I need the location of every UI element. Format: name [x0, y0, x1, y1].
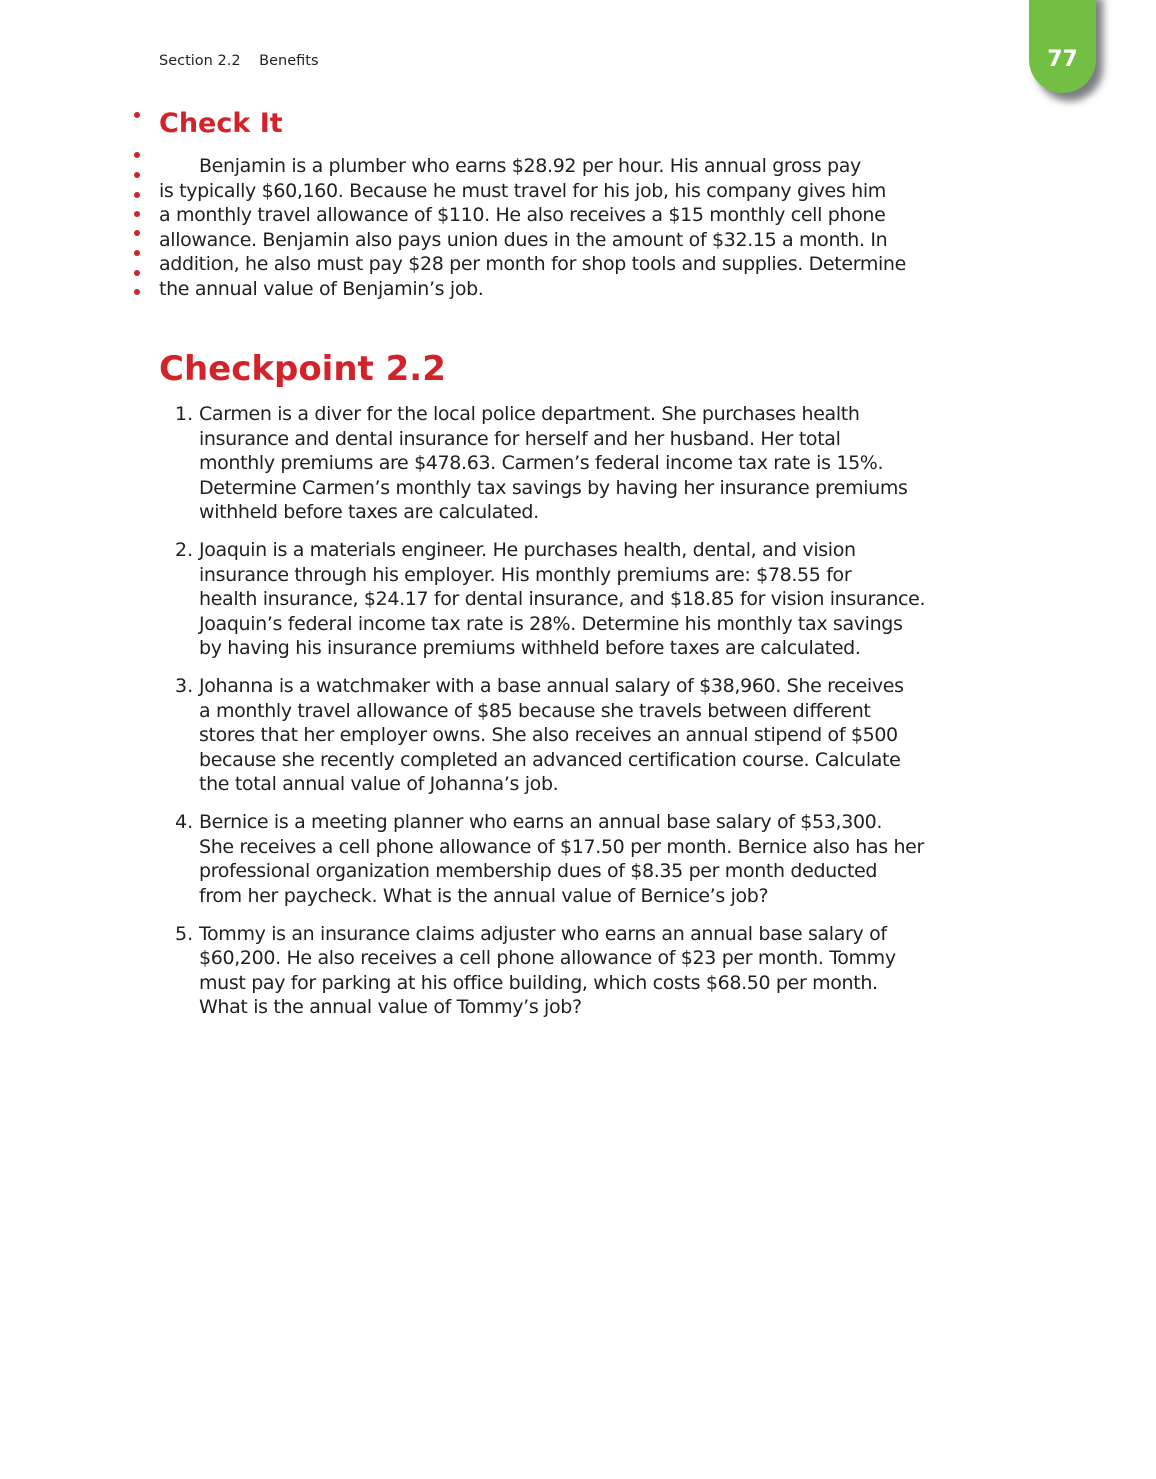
running-header [159, 53, 333, 69]
bullet-dot [134, 289, 140, 295]
problem-number: 4. [175, 811, 194, 833]
problem-number: 2. [175, 539, 194, 561]
problem-text-line: a monthly travel allowance of $85 because she travels between different [199, 699, 871, 722]
problem-number: 3. [175, 675, 194, 697]
problem-text-line: Johanna is a watchmaker with a base annual salary of $38,960. She receives [199, 675, 904, 697]
section-label: Section 2.2 [159, 53, 241, 69]
problem-text-line: Bernice is a meeting planner who earns an annual base salary of $53,300. [199, 811, 883, 833]
problem-text-line: Tommy is an insurance claims adjuster who earns an annual base salary of [199, 922, 887, 945]
problem-list [159, 402, 925, 1033]
problem-text-line: She receives a cell phone allowance of $17.50 per month. Bernice also has her [199, 835, 924, 858]
bullet-dot [134, 152, 140, 158]
bullet-dot [134, 230, 140, 236]
problem-text-line: What is the annual value of Tommy’s job? [199, 996, 582, 1018]
checkpoint-heading: Checkpoint 2.2 [159, 349, 446, 389]
problem-text-line: monthly premiums are $478.63. Carmen’s federal income tax rate is 15%. [199, 452, 884, 474]
paragraph-line: the annual value of Benjamin’s job. [159, 277, 484, 300]
bullet-dot [134, 172, 140, 178]
page-number: 77 [1047, 47, 1078, 72]
problem-number: 5. [175, 922, 194, 945]
problem-text-line: health insurance, $24.17 for dental insurance, and $18.85 for vision insurance. [199, 588, 926, 610]
problem-text-line: Determine Carmen’s monthly tax savings by having her insurance premiums [199, 476, 908, 499]
paragraph-line: is typically $60,160. Because he must travel for his job, his company gives him [159, 179, 886, 202]
problem-item [159, 538, 925, 661]
check-it-body [159, 154, 906, 301]
problem-item [159, 922, 925, 1020]
problem-text-line: from her paycheck. What is the annual value of Bernice’s job? [199, 884, 769, 907]
bullet-dot [134, 270, 140, 276]
problem-text-line: $60,200. He also receives a cell phone allowance of $23 per month. Tommy [199, 947, 896, 969]
page-number-tab [1029, 0, 1096, 93]
bullet-dot [134, 192, 140, 198]
problem-text-line: the total annual value of Johanna’s job. [199, 773, 559, 795]
problem-text-line: because she recently completed an advanced certification course. Calculate [199, 748, 901, 771]
problem-text-line: stores that her employer owns. She also receives an annual stipend of $500 [199, 724, 898, 746]
problem-item [159, 810, 925, 908]
problem-text-line: by having his insurance premiums withheld before taxes are calculated. [199, 637, 861, 659]
problem-item [159, 402, 925, 525]
problem-item [159, 674, 925, 797]
bullet-dot [134, 250, 140, 256]
bullet-dot [134, 211, 140, 217]
problem-text-line: insurance through his employer. His monthly premiums are: $78.55 for [199, 563, 852, 586]
paragraph-line: a monthly travel allowance of $110. He also receives a $15 monthly cell phone [159, 204, 886, 226]
problem-text-line: Joaquin’s federal income tax rate is 28%. Determine his monthly tax savings [199, 612, 903, 635]
bullet-dot [134, 112, 140, 118]
problem-text-line: insurance and dental insurance for herself and her husband. Her total [199, 427, 841, 450]
problem-number: 1. [175, 403, 194, 425]
problem-text-line: professional organization membership dues of $8.35 per month deducted [199, 860, 878, 882]
problem-text-line: Carmen is a diver for the local police department. She purchases health [199, 403, 860, 425]
section-title: Benefits [259, 53, 319, 69]
paragraph-line: allowance. Benjamin also pays union dues in the amount of $32.15 a month. In [159, 228, 888, 251]
problem-text-line: withheld before taxes are calculated. [199, 501, 539, 523]
paragraph-line: Benjamin is a plumber who earns $28.92 per hour. His annual gross pay [199, 155, 861, 177]
check-it-heading: Check It [159, 108, 283, 139]
paragraph-line: addition, he also must pay $28 per month for shop tools and supplies. Determine [159, 253, 906, 275]
problem-text-line: Joaquin is a materials engineer. He purchases health, dental, and vision [199, 539, 856, 561]
problem-text-line: must pay for parking at his office building, which costs $68.50 per month. [199, 971, 878, 994]
